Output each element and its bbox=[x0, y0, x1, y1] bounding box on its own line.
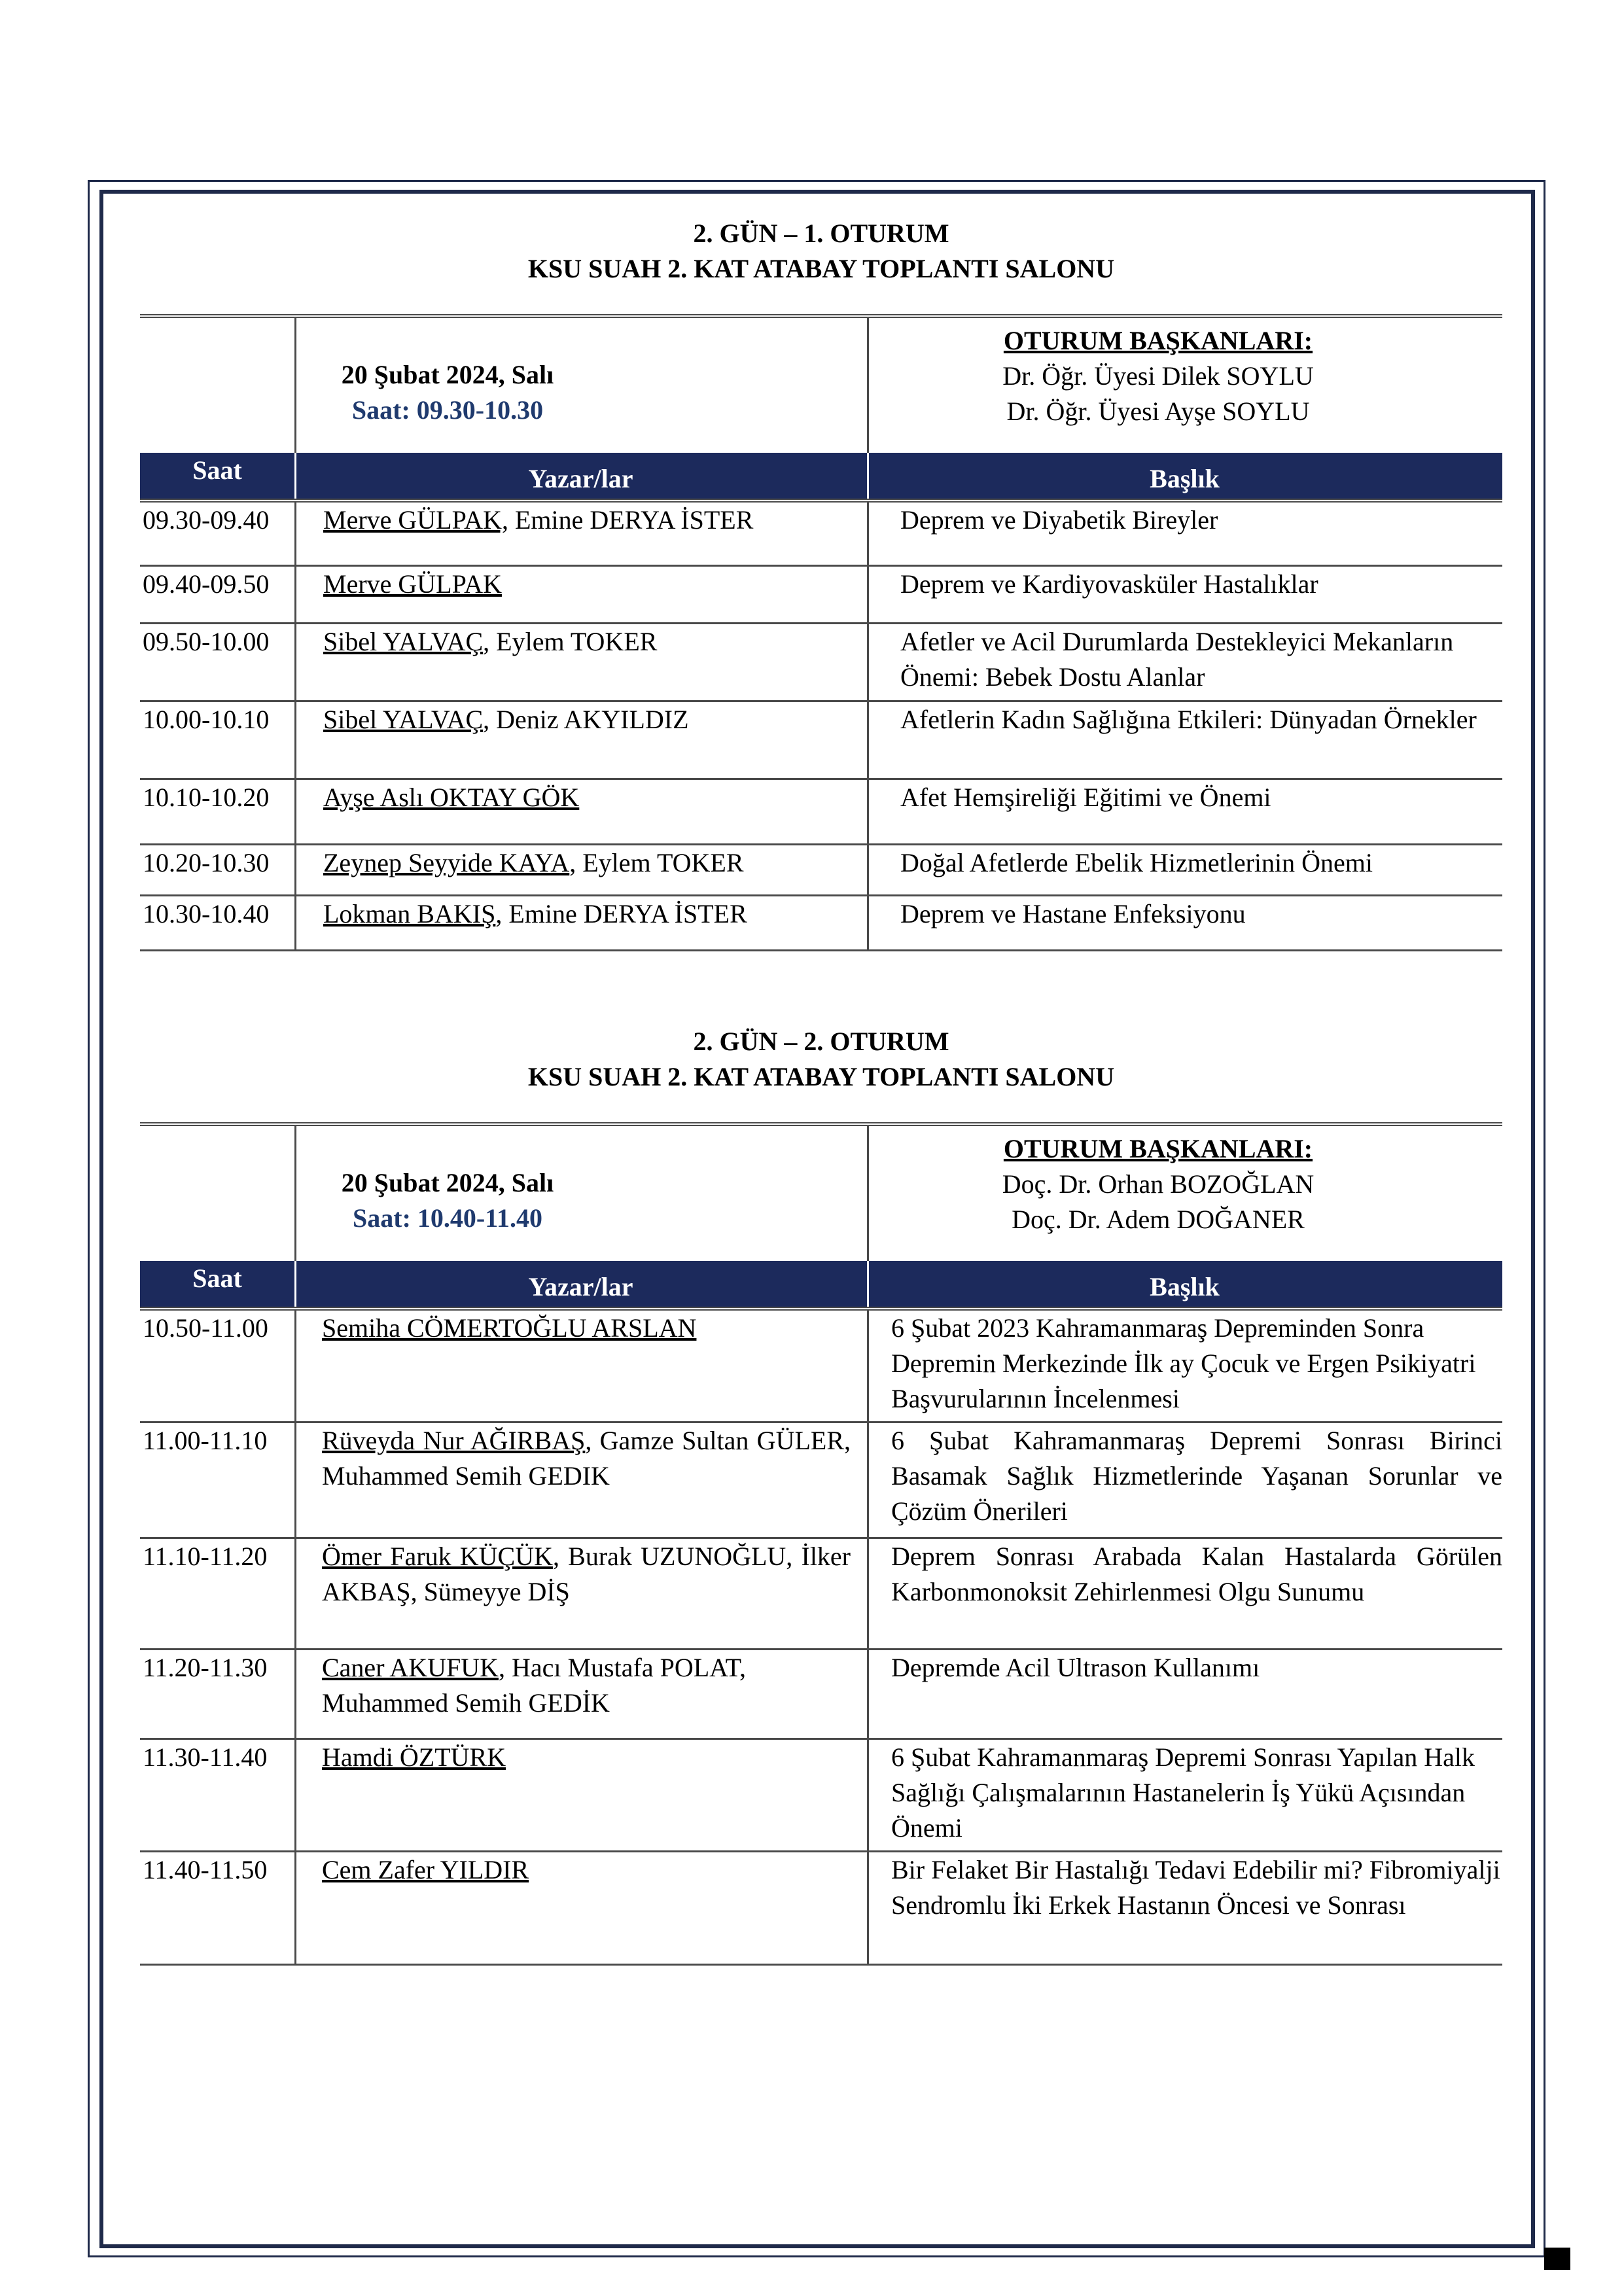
row-title: Afetler ve Acil Durumlarda Destekleyici Mekanların Önemi: Bebek Dostu Alanlar bbox=[900, 627, 1454, 692]
row-time: 10.20-10.30 bbox=[143, 848, 270, 877]
row-time: 11.20-11.30 bbox=[143, 1653, 268, 1682]
row-authors bbox=[323, 624, 847, 660]
coauthor-names: , Hacı Mustafa POLAT, Muhammed Semih GEDİK bbox=[322, 1653, 747, 1718]
row-authors bbox=[323, 702, 847, 737]
row-title: Afet Hemşireliği Eğitimi ve Önemi bbox=[900, 783, 1271, 812]
presenter-name: Merve GÜLPAK bbox=[323, 569, 502, 599]
table-row bbox=[140, 1650, 1502, 1740]
row-time: 10.00-10.10 bbox=[143, 705, 270, 734]
session-date: 20 Şubat 2024, Salı bbox=[341, 360, 554, 389]
presenter-name: Merve GÜLPAK, bbox=[323, 505, 508, 535]
coauthor-names: Emine DERYA İSTER bbox=[508, 505, 754, 535]
column-header-yazar: Yazar/lar bbox=[528, 464, 633, 493]
session-time: Saat: 09.30-10.30 bbox=[351, 395, 544, 425]
session-heading bbox=[140, 216, 1502, 287]
row-title: 6 Şubat Kahramanmaraş Depremi Sonrası Birinci Basamak Sağlık Hizmetlerinde Yaşanan Sorunlar ve Çözüm Önerileri bbox=[891, 1426, 1502, 1526]
row-authors bbox=[323, 567, 847, 602]
row-time: 10.30-10.40 bbox=[143, 899, 270, 928]
row-authors bbox=[322, 1539, 851, 1610]
presenter-name: Cem Zafer YILDIR bbox=[322, 1855, 529, 1884]
presenter-name: Ayşe Aslı OKTAY GÖK bbox=[323, 783, 580, 812]
table-row bbox=[140, 1423, 1502, 1539]
table-row bbox=[140, 1740, 1502, 1852]
row-authors bbox=[323, 896, 847, 932]
row-title: Bir Felaket Bir Hastalığı Tedavi Edebilir mi? Fibromiyalji Sendromlu İki Erkek Hastanın Öncesi ve Sonrası bbox=[891, 1855, 1500, 1920]
table-row bbox=[140, 1311, 1502, 1423]
chair-name: Dr. Öğr. Üyesi Ayşe SOYLU bbox=[1006, 397, 1310, 426]
row-authors bbox=[323, 503, 847, 538]
session-chairs bbox=[867, 1131, 1449, 1237]
row-time: 09.30-09.40 bbox=[143, 505, 270, 535]
session-1 bbox=[140, 216, 1502, 951]
column-header-baslik: Başlık bbox=[1150, 464, 1220, 493]
session-date-block bbox=[304, 1165, 591, 1236]
presenter-name: Sibel YALVAÇ bbox=[323, 705, 484, 734]
row-time: 11.40-11.50 bbox=[143, 1855, 268, 1884]
presenter-name: Zeynep Seyyide KAYA bbox=[323, 848, 570, 877]
session-info bbox=[140, 314, 1502, 453]
table-row bbox=[140, 780, 1502, 845]
session-venue: KSU SUAH 2. KAT ATABAY TOPLANTI SALONU bbox=[527, 1062, 1115, 1091]
row-authors bbox=[322, 1852, 851, 1888]
row-time: 09.40-09.50 bbox=[143, 569, 270, 599]
row-time: 11.10-11.20 bbox=[143, 1542, 268, 1571]
table-row bbox=[140, 1852, 1502, 1966]
table-row bbox=[140, 845, 1502, 896]
chairs-title: OTURUM BAŞKANLARI: bbox=[1003, 326, 1313, 355]
column-header-saat: Saat bbox=[192, 455, 242, 485]
row-title: Depremde Acil Ultrason Kullanımı bbox=[891, 1653, 1260, 1682]
table-row bbox=[140, 503, 1502, 567]
row-time: 10.50-11.00 bbox=[143, 1313, 268, 1343]
row-time: 10.10-10.20 bbox=[143, 783, 270, 812]
session-day-title: 2. GÜN – 1. OTURUM bbox=[693, 219, 949, 248]
row-time: 11.00-11.10 bbox=[143, 1426, 268, 1455]
session-day-title: 2. GÜN – 2. OTURUM bbox=[693, 1027, 949, 1056]
row-title: 6 Şubat 2023 Kahramanmaraş Depreminden Sonra Depremin Merkezinde İlk ay Çocuk ve Ergen Psikiyatri Başvurularının İncelenmesi bbox=[891, 1313, 1476, 1413]
row-title: 6 Şubat Kahramanmaraş Depremi Sonrası Yapılan Halk Sağlığı Çalışmalarının Hastanelerin İş Yükü Açısından Önemi bbox=[891, 1742, 1475, 1843]
table-body bbox=[140, 1307, 1502, 1966]
column-header-yazar: Yazar/lar bbox=[528, 1272, 633, 1301]
presenter-name: Hamdi ÖZTÜRK bbox=[322, 1742, 506, 1772]
row-time: 09.50-10.00 bbox=[143, 627, 270, 656]
chair-name: Dr. Öğr. Üyesi Dilek SOYLU bbox=[1002, 361, 1314, 391]
row-title: Deprem ve Kardiyovasküler Hastalıklar bbox=[900, 569, 1318, 599]
table-row bbox=[140, 567, 1502, 624]
session-time: Saat: 10.40-11.40 bbox=[353, 1203, 542, 1233]
coauthor-names: , Eylem TOKER bbox=[569, 848, 744, 877]
row-authors bbox=[322, 1311, 851, 1346]
session-chairs bbox=[867, 323, 1449, 429]
session-date-block bbox=[304, 357, 591, 428]
corner-mark bbox=[1544, 2248, 1570, 2270]
presenter-name: Lokman BAKIŞ bbox=[323, 899, 496, 928]
session-venue: KSU SUAH 2. KAT ATABAY TOPLANTI SALONU bbox=[527, 254, 1115, 283]
row-authors bbox=[322, 1740, 851, 1775]
presenter-name: Semiha CÖMERTOĞLU ARSLAN bbox=[322, 1313, 697, 1343]
row-authors bbox=[323, 780, 847, 815]
presenter-name: Ömer Faruk KÜÇÜK bbox=[322, 1542, 553, 1571]
coauthor-names: , Gamze Sultan GÜLER, Muhammed Semih GEDIK bbox=[322, 1426, 851, 1491]
chair-name: Doç. Dr. Orhan BOZOĞLAN bbox=[1002, 1169, 1315, 1199]
table-row bbox=[140, 624, 1502, 702]
table-row bbox=[140, 896, 1502, 951]
session-heading bbox=[140, 1024, 1502, 1095]
row-title: Deprem ve Hastane Enfeksiyonu bbox=[900, 899, 1246, 928]
row-time: 11.30-11.40 bbox=[143, 1742, 268, 1772]
row-title: Afetlerin Kadın Sağlığına Etkileri: Dünyadan Örnekler bbox=[900, 705, 1477, 734]
presenter-name: Caner AKUFUK bbox=[322, 1653, 499, 1682]
table-row bbox=[140, 1539, 1502, 1650]
session-date: 20 Şubat 2024, Salı bbox=[341, 1168, 554, 1197]
coauthor-names: , Burak UZUNOĞLU, İlker AKBAŞ, Sümeyye DİŞ bbox=[322, 1542, 851, 1606]
chair-name: Doç. Dr. Adem DOĞANER bbox=[1012, 1205, 1305, 1234]
presenter-name: Sibel YALVAÇ bbox=[323, 627, 484, 656]
column-header-baslik: Başlık bbox=[1150, 1272, 1220, 1301]
table-header bbox=[140, 1261, 1502, 1307]
row-authors bbox=[322, 1423, 851, 1494]
row-authors bbox=[322, 1650, 851, 1721]
session-2 bbox=[140, 1024, 1502, 1966]
chairs-title: OTURUM BAŞKANLARI: bbox=[1003, 1134, 1313, 1163]
row-authors bbox=[323, 845, 847, 881]
row-title: Deprem Sonrası Arabada Kalan Hastalarda Görülen Karbonmonoksit Zehirlenmesi Olgu Sunumu bbox=[891, 1542, 1502, 1606]
table-header bbox=[140, 453, 1502, 499]
column-header-saat: Saat bbox=[192, 1263, 242, 1293]
session-info bbox=[140, 1122, 1502, 1261]
row-title: Doğal Afetlerde Ebelik Hizmetlerinin Önemi bbox=[900, 848, 1373, 877]
presenter-name: Rüveyda Nur AĞIRBAŞ bbox=[322, 1426, 586, 1455]
coauthor-names: , Emine DERYA İSTER bbox=[495, 899, 747, 928]
row-title: Deprem ve Diyabetik Bireyler bbox=[900, 505, 1218, 535]
table-body bbox=[140, 499, 1502, 951]
coauthor-names: , Deniz AKYILDIZ bbox=[483, 705, 689, 734]
coauthor-names: , Eylem TOKER bbox=[483, 627, 658, 656]
table-row bbox=[140, 702, 1502, 780]
